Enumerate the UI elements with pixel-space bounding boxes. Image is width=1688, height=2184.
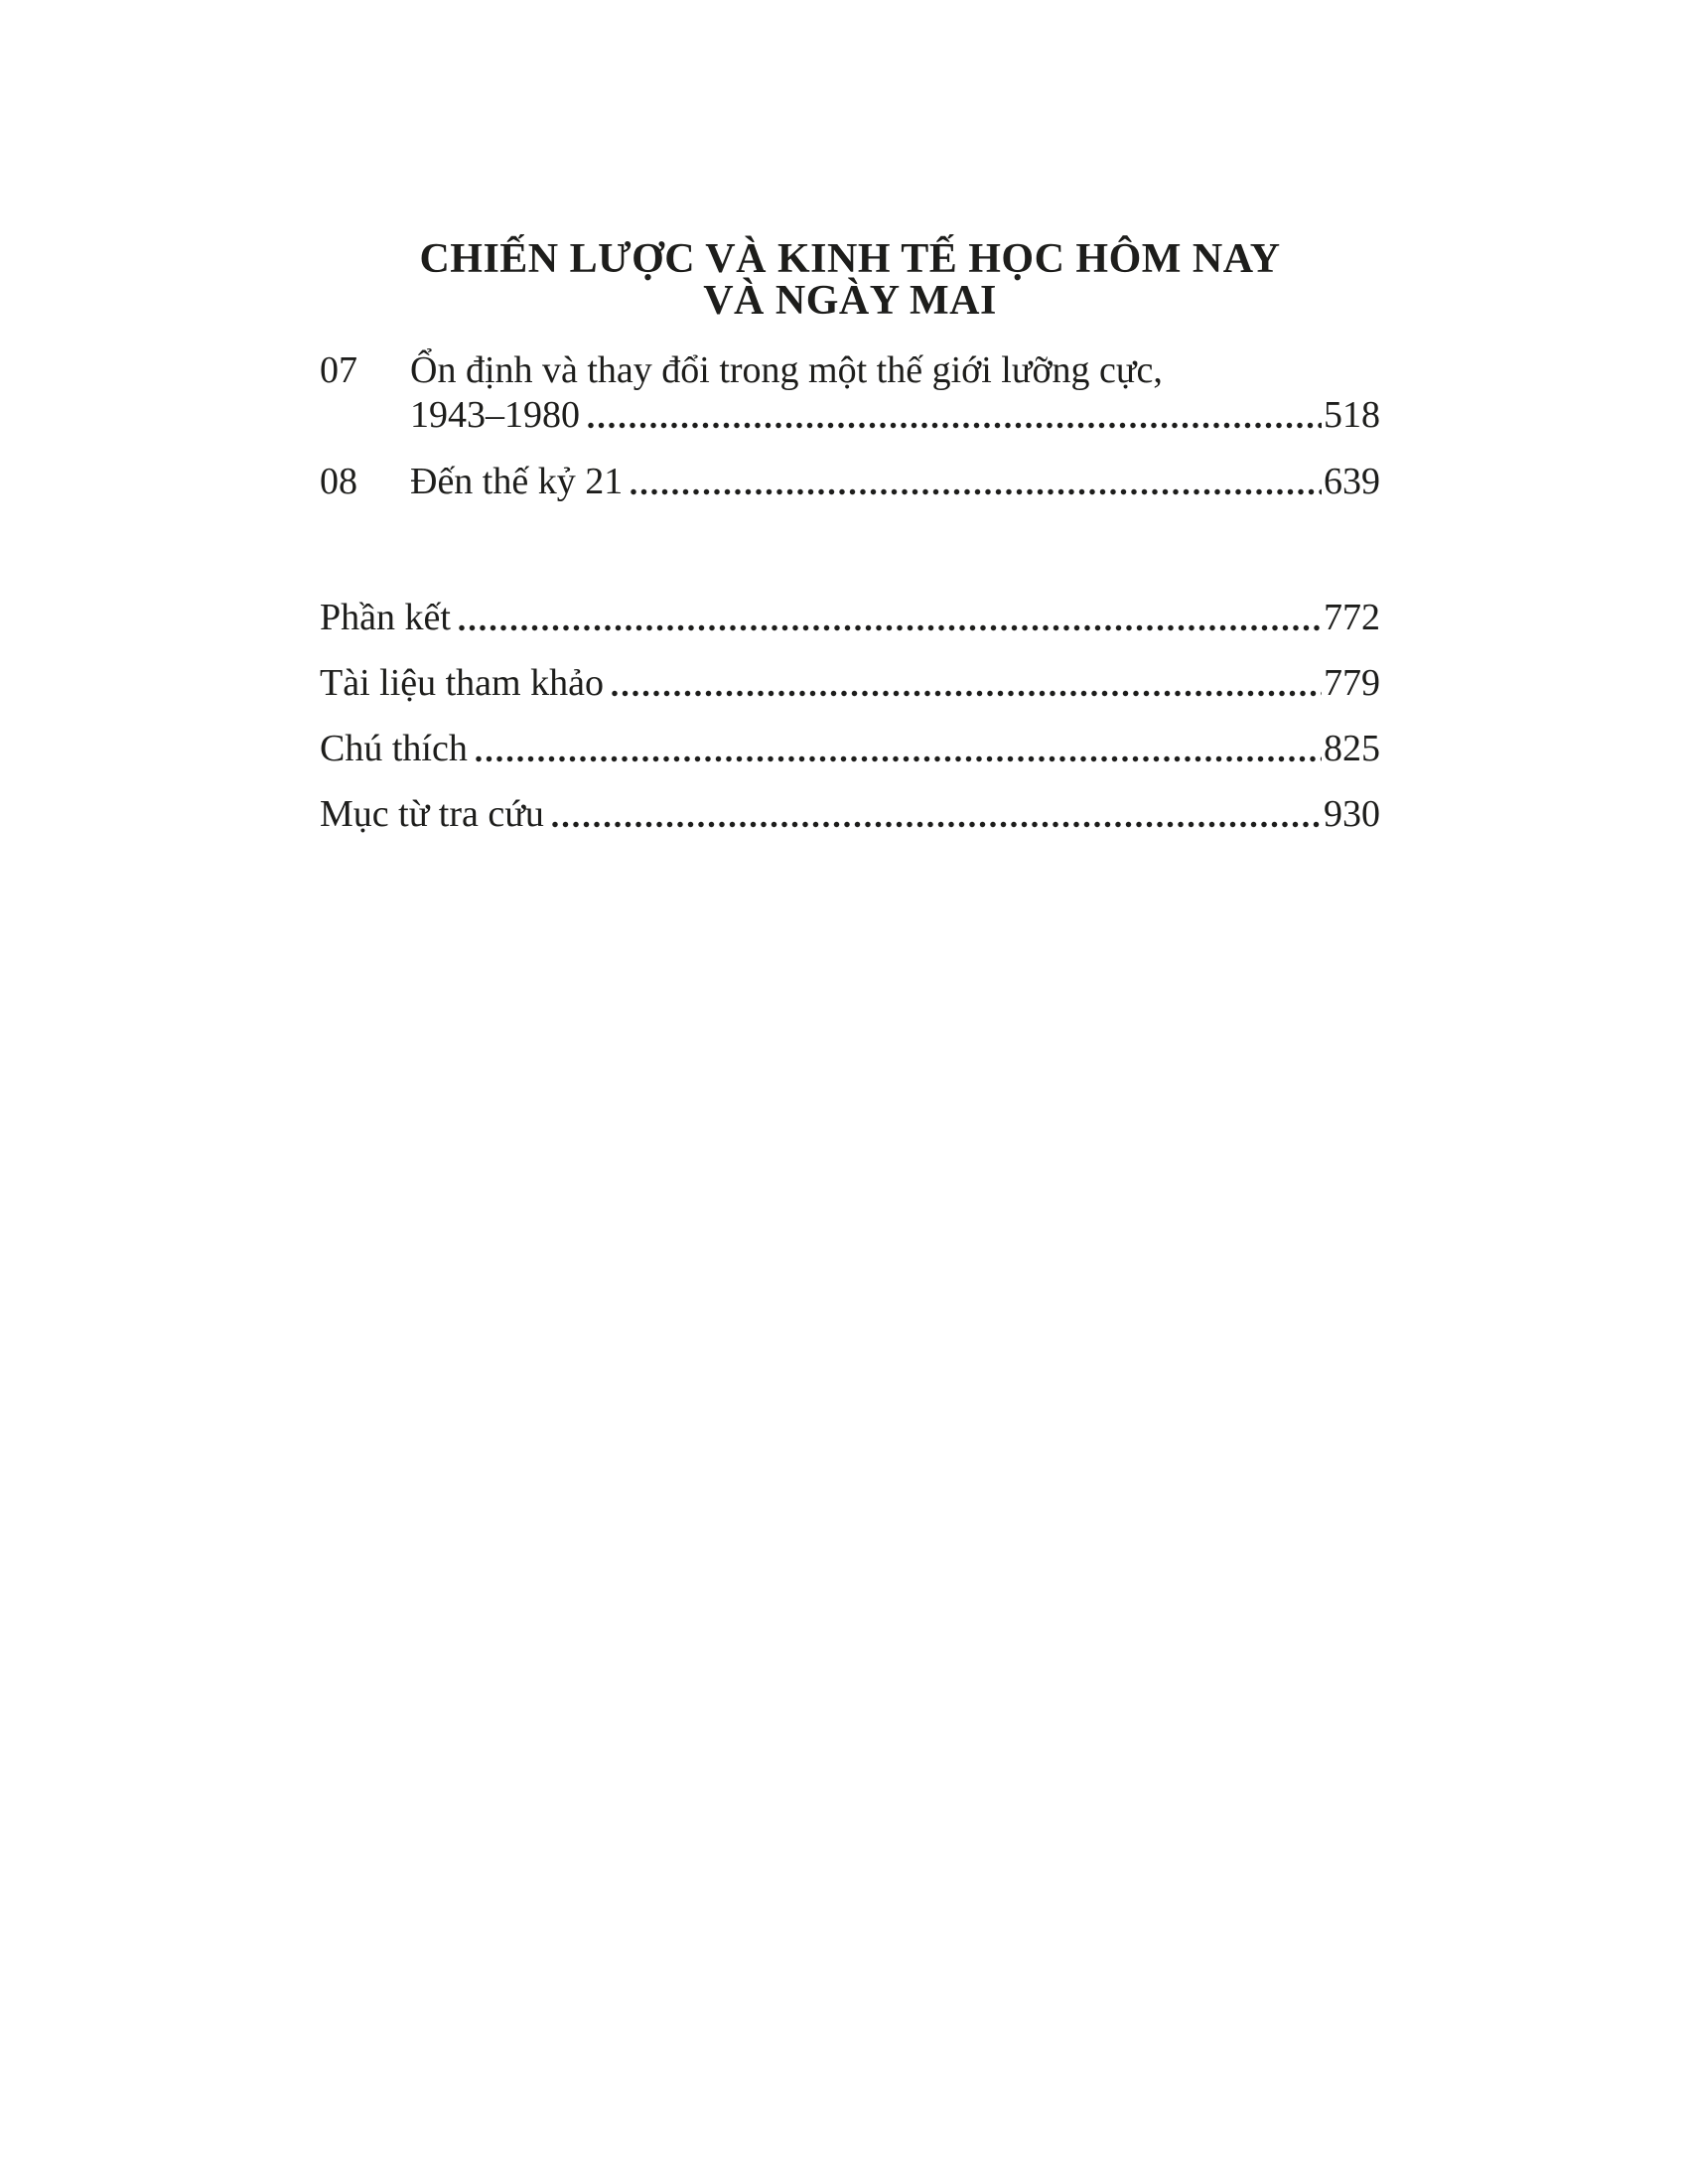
dot-leader [612, 690, 1322, 697]
back-matter-title: Chú thích [320, 728, 468, 769]
back-matter-list [320, 596, 1380, 837]
dot-leader [588, 422, 1322, 429]
chapter-title: Đến thế kỷ 21 [410, 461, 624, 502]
chapter-title: Ổn định và thay đổi trong một thế giới lưỡng cực, [410, 349, 1163, 391]
back-matter-title: Phần kết [320, 597, 451, 638]
toc-entry-phan-ket [320, 596, 1380, 640]
section-heading [320, 238, 1380, 322]
chapter-number: 07 [320, 349, 357, 391]
page-number: 825 [1324, 728, 1380, 769]
page-number: 930 [1324, 793, 1380, 835]
page-number: 772 [1324, 597, 1380, 638]
chapter-title-continuation-row [410, 393, 1380, 438]
chapter-title-continuation: 1943–1980 [410, 394, 580, 436]
page-number: 639 [1324, 461, 1380, 502]
dot-leader [631, 488, 1322, 495]
page-number: 779 [1324, 662, 1380, 704]
chapter-list [320, 348, 1380, 504]
page-number: 518 [1324, 394, 1380, 436]
dot-leader [476, 755, 1322, 762]
toc-entry-muc-tu-tra-cuu [320, 792, 1380, 837]
table-of-contents-page [320, 238, 1380, 837]
back-matter-title: Mục từ tra cứu [320, 793, 544, 835]
dot-leader [552, 821, 1322, 828]
toc-entry-chapter-08 [320, 460, 1380, 504]
back-matter-title: Tài liệu tham khảo [320, 662, 604, 704]
chapter-number: 08 [320, 461, 357, 502]
chapter-title-row [410, 460, 1380, 504]
dot-leader [459, 624, 1322, 631]
toc-entry-chapter-07 [320, 348, 1380, 438]
section-heading-line-1: CHIẾN LƯỢC VÀ KINH TẾ HỌC HÔM NAY [419, 236, 1281, 282]
chapter-entry-body [410, 348, 1380, 438]
section-heading-line-2: VÀ NGÀY MAI [703, 278, 997, 324]
chapter-entry-body [410, 460, 1380, 504]
toc-entry-chu-thich [320, 727, 1380, 771]
toc-entry-tai-lieu-tham-khao [320, 661, 1380, 706]
